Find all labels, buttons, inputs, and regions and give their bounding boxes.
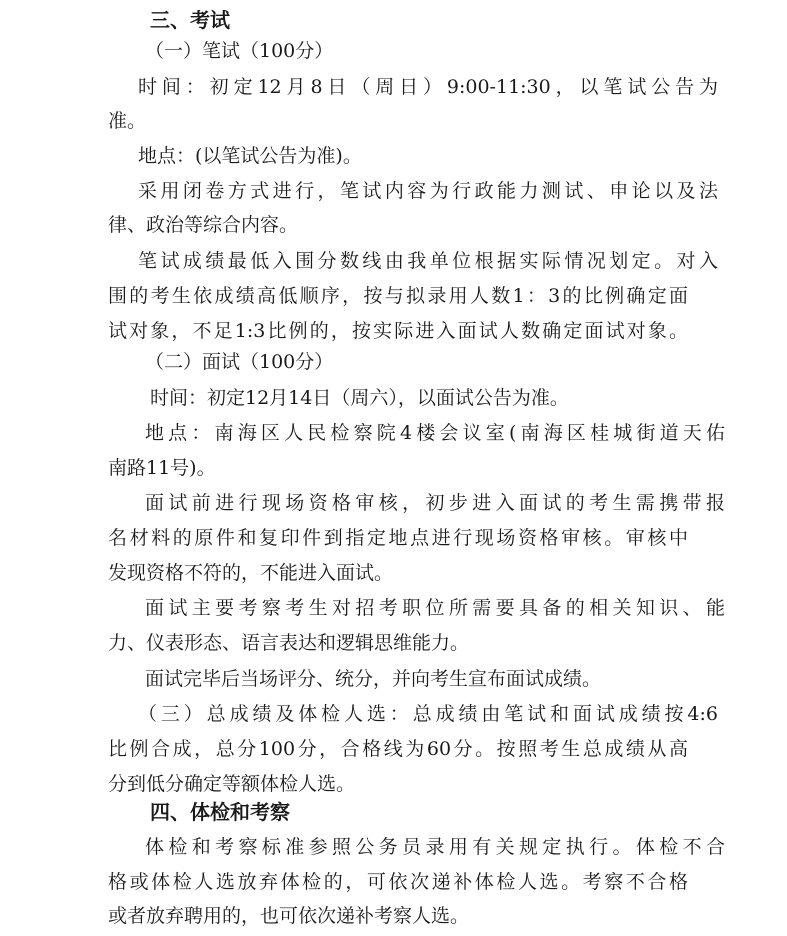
interview-review-line-1: 面试前进行现场资格审核，初步进入面试的考生需携带报	[145, 492, 725, 514]
interview-content-line-1: 面试主要考察考生对招考职位所需要具备的相关知识、能	[145, 597, 725, 619]
written-cutoff-line-1: 笔试成绩最低入围分数线由我单位根据实际情况划定。对入	[138, 250, 718, 272]
interview-content-line-2: 力、仪表形态、语言表达和逻辑思维能力。	[108, 632, 470, 654]
section-4-heading: 四、体检和考察	[150, 800, 290, 824]
written-time-line-1: 时间：初定12月8日（周日）9:00-11:30，以笔试公告为	[138, 76, 718, 98]
interview-time: 时间：初定12月14日（周六），以面试公告为准。	[150, 387, 569, 409]
written-cutoff-line-2: 围的考生依成绩高低顺序，按与拟录用人数1：3的比例确定面	[108, 285, 688, 307]
written-exam-title: （一）笔试（100分）	[145, 40, 334, 62]
written-method-line-1: 采用闭卷方式进行，笔试内容为行政能力测试、申论以及法	[138, 180, 718, 202]
section-3-heading: 三、考试	[150, 8, 230, 32]
interview-review-line-3: 发现资格不符的，不能进入面试。	[108, 562, 394, 584]
section-4-line-2: 格或体检人选放弃体检的，可依次递补体检人选。考察不合格	[108, 871, 688, 893]
section-4-line-1: 体检和考察标准参照公务员录用有关规定执行。体检不合	[145, 836, 725, 858]
total-score-line-1: （三）总成绩及体检人选：总成绩由笔试和面试成绩按4:6	[138, 703, 718, 725]
written-place: 地点：(以笔试公告为准)。	[138, 145, 362, 167]
written-time-line-2: 准。	[108, 110, 147, 132]
written-method-line-2: 律、政治等综合内容。	[108, 214, 299, 236]
total-score-line-2: 比例合成，总分100分，合格线为60分。按照考生总成绩从高	[108, 738, 688, 760]
interview-scoring: 面试完毕后当场评分、统分，并向考生宣布面试成绩。	[145, 668, 602, 690]
written-cutoff-line-3: 试对象，不足1:3比例的，按实际进入面试人数确定面试对象。	[108, 320, 688, 342]
interview-review-line-2: 名材料的原件和复印件到指定地点进行现场资格审核。审核中	[108, 527, 688, 549]
interview-title: （二）面试（100分）	[145, 351, 334, 373]
section-4-line-3: 或者放弃聘用的，也可依次递补考察人选。	[108, 905, 470, 927]
interview-place-line-2: 南路11号)。	[108, 457, 216, 479]
interview-place-line-1: 地点：南海区人民检察院4楼会议室(南海区桂城街道天佑	[145, 422, 725, 444]
total-score-line-3: 分到低分确定等额体检人选。	[108, 773, 356, 795]
